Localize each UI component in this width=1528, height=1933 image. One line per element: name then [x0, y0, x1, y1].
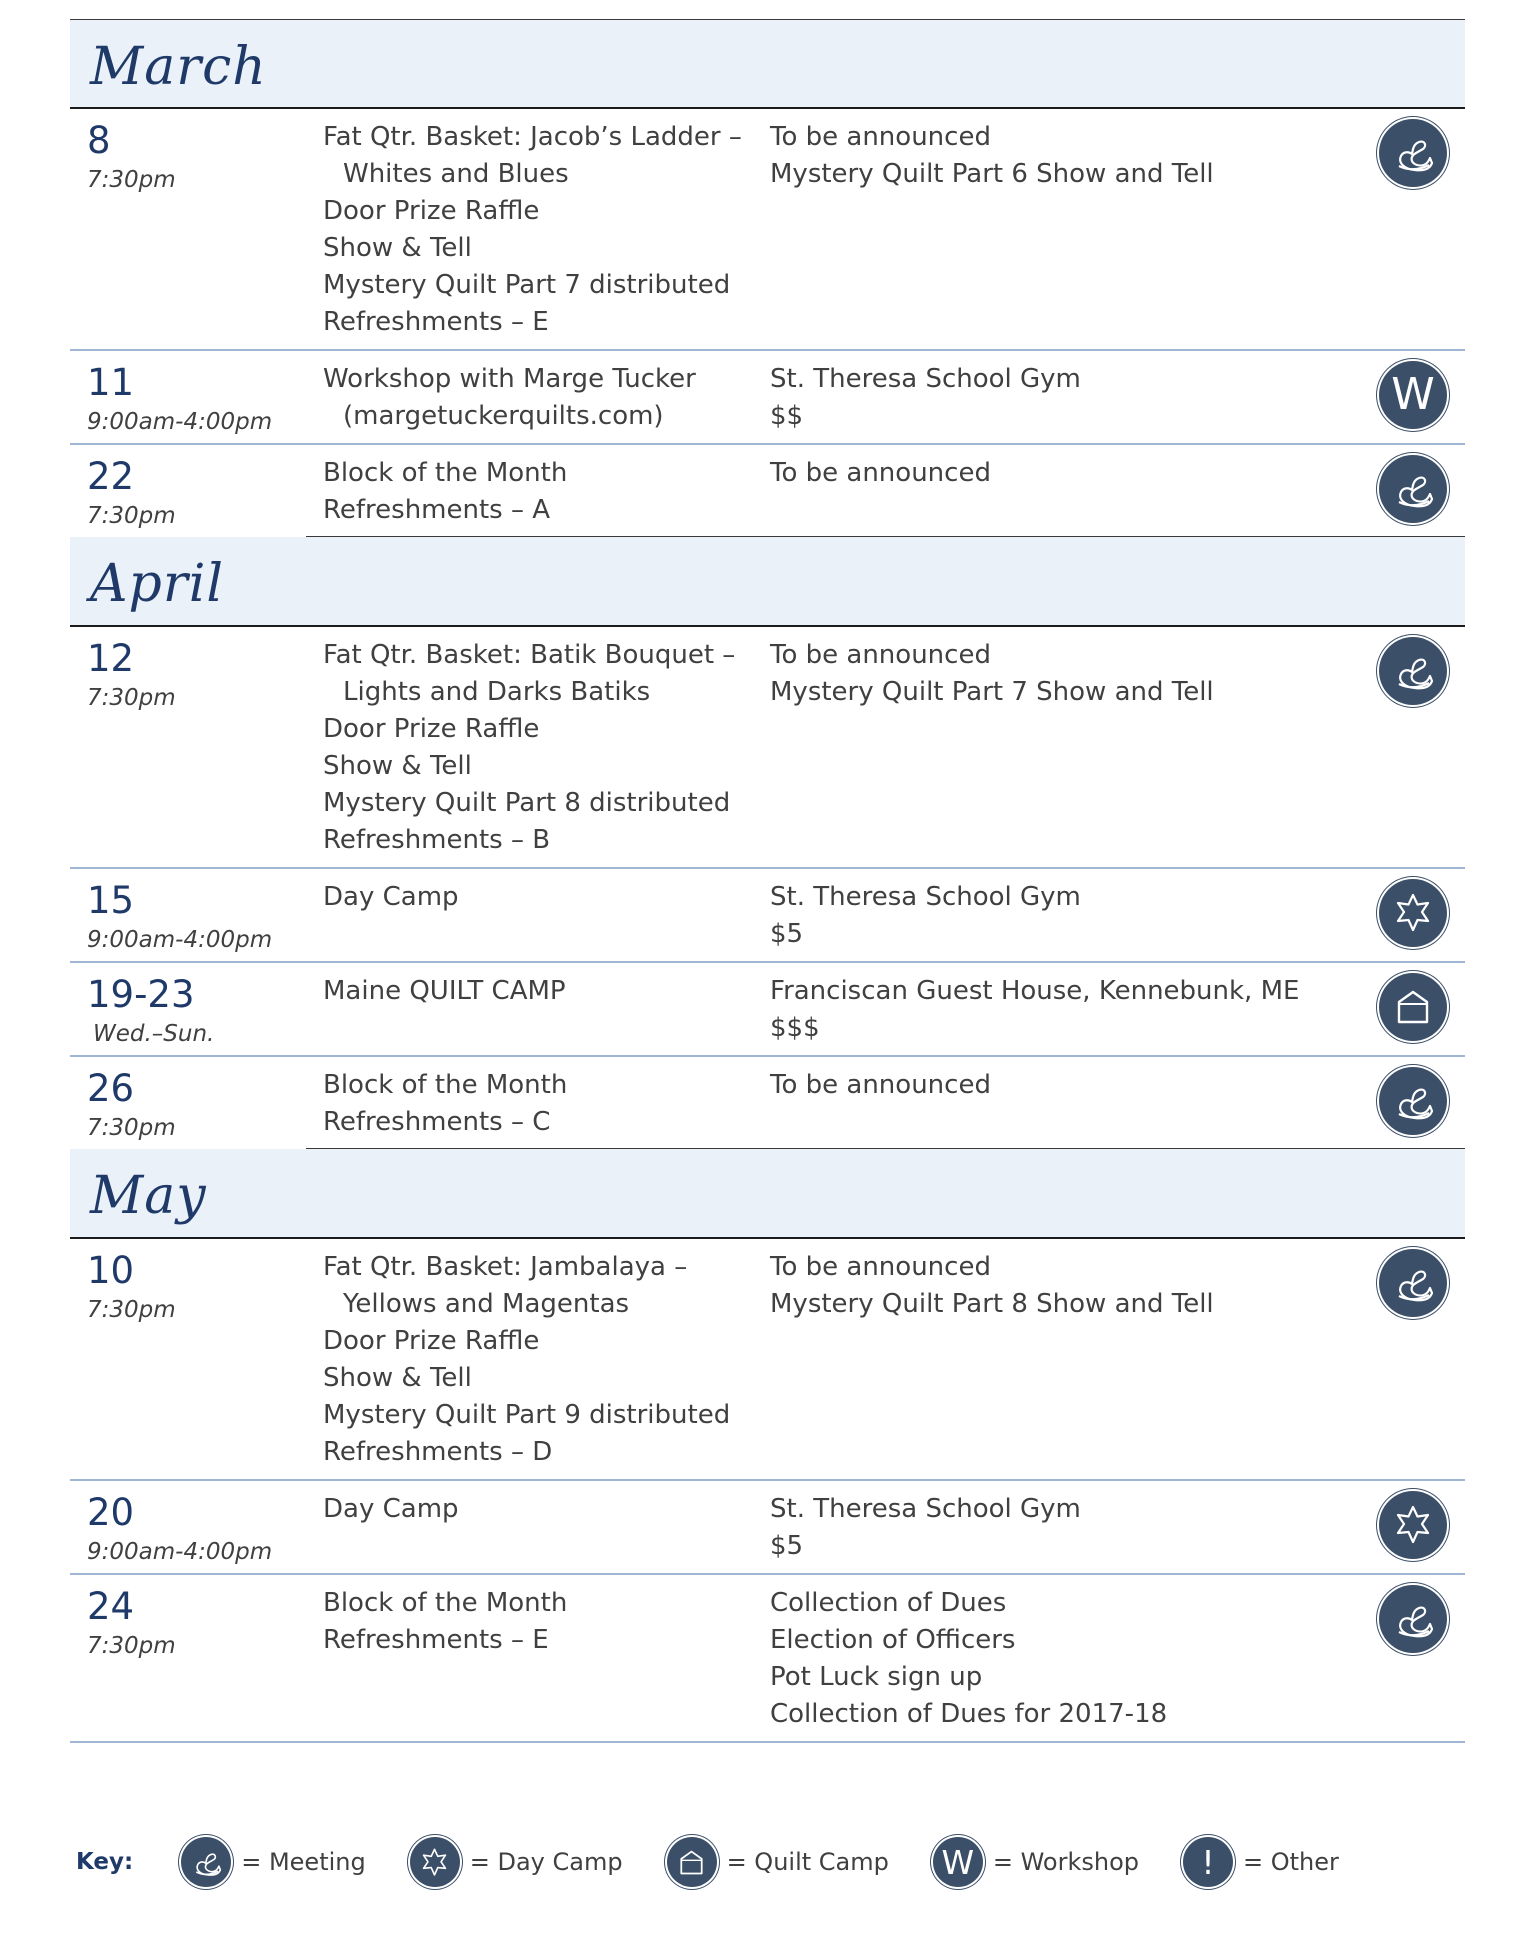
event-date-cell [70, 1057, 306, 1149]
activity-line: Fat Qtr. Basket: Batik Bouquet – [323, 640, 736, 670]
event-activities [306, 627, 753, 867]
event-date-cell [70, 351, 306, 443]
event-time: 9:00am-4:00pm [87, 1539, 273, 1565]
event-time: 7:30pm [87, 503, 176, 529]
location-line: St. Theresa School Gym [770, 882, 1081, 912]
key-item-text: = Meeting [241, 1848, 366, 1876]
location-line: To be announced [770, 122, 991, 152]
event-day: 26 [87, 1067, 135, 1110]
event-row [70, 351, 1465, 445]
location-line: $$$ [770, 1013, 820, 1043]
activity-line: Maine QUILT CAMP [323, 976, 566, 1006]
event-location [753, 963, 1310, 1055]
event-location [753, 1575, 1310, 1741]
event-activities [306, 963, 753, 1055]
event-location [753, 351, 1310, 443]
month-title: May [90, 1166, 207, 1226]
event-time: Wed.–Sun. [93, 1021, 215, 1047]
workshop-glyph: W [941, 1842, 975, 1882]
event-activities [306, 1057, 753, 1149]
activity-line: Fat Qtr. Basket: Jacob’s Ladder – [323, 122, 742, 152]
meeting-icon [1379, 637, 1447, 705]
event-location [753, 445, 1310, 537]
location-line: $$ [770, 401, 804, 431]
location-line: $5 [770, 1531, 804, 1561]
activity-line: Mystery Quilt Part 8 distributed [323, 788, 731, 818]
activity-line: Show & Tell [323, 1363, 472, 1393]
event-type-cell [1310, 445, 1465, 537]
event-row [70, 1239, 1465, 1481]
location-line: St. Theresa School Gym [770, 364, 1081, 394]
event-time: 9:00am-4:00pm [87, 409, 273, 435]
key-item [410, 1837, 623, 1887]
event-row [70, 445, 1465, 537]
activity-line: Door Prize Raffle [323, 714, 540, 744]
other-glyph: ! [1201, 1842, 1215, 1882]
key-item-text: = Quilt Camp [726, 1848, 889, 1876]
activity-line: Refreshments – E [323, 1625, 549, 1655]
event-activities [306, 1575, 753, 1741]
month-title: April [90, 554, 224, 614]
event-day: 8 [87, 119, 111, 162]
workshop-icon [1379, 361, 1447, 429]
event-date-cell [70, 963, 306, 1055]
meeting-icon [181, 1837, 231, 1887]
event-date-cell [70, 109, 306, 349]
activity-line: Block of the Month [323, 458, 568, 488]
location-line: Collection of Dues for 2017-18 [770, 1699, 1168, 1729]
event-day: 12 [87, 637, 135, 680]
location-line: Franciscan Guest House, Kennebunk, ME [770, 976, 1300, 1006]
month-title: March [90, 36, 267, 97]
location-line: St. Theresa School Gym [770, 1494, 1081, 1524]
key-item-text: = Workshop [992, 1848, 1140, 1876]
location-line: Mystery Quilt Part 8 Show and Tell [770, 1289, 1214, 1319]
key-item-text: = Day Camp [469, 1848, 623, 1876]
meeting-icon [1379, 1249, 1447, 1317]
day-camp-icon [1379, 879, 1447, 947]
event-row [70, 1481, 1465, 1575]
key-item [1183, 1837, 1339, 1887]
location-line: To be announced [770, 1252, 991, 1282]
activity-line: Show & Tell [323, 751, 472, 781]
event-type-cell [1310, 627, 1465, 867]
event-time: 7:30pm [87, 167, 176, 193]
event-type-cell [1310, 963, 1465, 1055]
event-activities [306, 109, 753, 349]
activity-line: Lights and Darks Batiks [343, 677, 651, 707]
activity-line: Day Camp [323, 882, 459, 912]
event-date-cell [70, 1239, 306, 1479]
event-row [70, 963, 1465, 1057]
meeting-icon [1379, 1067, 1447, 1135]
event-time: 7:30pm [87, 685, 176, 711]
event-activities [306, 445, 753, 537]
schedule-table [70, 19, 1465, 1743]
event-day: 15 [87, 879, 135, 922]
event-type-cell [1310, 351, 1465, 443]
event-day: 10 [87, 1249, 135, 1292]
event-day: 11 [87, 361, 135, 404]
event-location [753, 1057, 1310, 1149]
event-date-cell [70, 445, 306, 537]
event-day: 22 [87, 455, 135, 498]
location-line: Pot Luck sign up [770, 1662, 983, 1692]
location-line: To be announced [770, 1070, 991, 1100]
activity-line: Mystery Quilt Part 7 distributed [323, 270, 731, 300]
event-date-cell [70, 627, 306, 867]
event-day: 20 [87, 1491, 135, 1534]
meeting-icon [1379, 1585, 1447, 1653]
event-activities [306, 1481, 753, 1573]
key-item [933, 1837, 1139, 1887]
location-line: Election of Officers [770, 1625, 1016, 1655]
event-day: 24 [87, 1585, 135, 1628]
event-time: 9:00am-4:00pm [87, 927, 273, 953]
activity-line: Door Prize Raffle [323, 1326, 540, 1356]
event-row [70, 109, 1465, 351]
event-location [753, 1239, 1310, 1479]
meeting-icon [1379, 119, 1447, 187]
event-type-cell [1310, 1481, 1465, 1573]
activity-line: Refreshments – B [323, 825, 551, 855]
event-day: 19-23 [87, 973, 195, 1016]
activity-line: Show & Tell [323, 233, 472, 263]
month-header [70, 537, 1465, 627]
location-line: Mystery Quilt Part 7 Show and Tell [770, 677, 1214, 707]
activity-line: Fat Qtr. Basket: Jambalaya – [323, 1252, 688, 1282]
day-camp-icon [410, 1837, 460, 1887]
month-header [70, 1149, 1465, 1239]
location-line: Collection of Dues [770, 1588, 1007, 1618]
event-activities [306, 869, 753, 961]
event-date-cell [70, 1481, 306, 1573]
event-type-cell [1310, 869, 1465, 961]
workshop-glyph: W [1391, 369, 1435, 420]
activity-line: Yellows and Magentas [343, 1289, 630, 1319]
event-row [70, 1057, 1465, 1149]
event-type-cell [1310, 1057, 1465, 1149]
event-activities [306, 351, 753, 443]
location-line: Mystery Quilt Part 6 Show and Tell [770, 159, 1214, 189]
activity-line: Refreshments – E [323, 307, 549, 337]
location-line: $5 [770, 919, 804, 949]
event-row [70, 869, 1465, 963]
event-location [753, 627, 1310, 867]
key-item-text: = Other [1243, 1848, 1339, 1876]
event-date-cell [70, 869, 306, 961]
key-label: Key: [76, 1849, 134, 1875]
activity-line: Block of the Month [323, 1070, 568, 1100]
key-item [667, 1837, 889, 1887]
event-location [753, 109, 1310, 349]
activity-line: Block of the Month [323, 1588, 568, 1618]
activity-line: Refreshments – C [323, 1107, 551, 1137]
event-row [70, 1575, 1465, 1743]
event-type-cell [1310, 1239, 1465, 1479]
location-line: To be announced [770, 458, 991, 488]
other-icon [1183, 1837, 1233, 1887]
event-time: 7:30pm [87, 1297, 176, 1323]
location-line: To be announced [770, 640, 991, 670]
activity-line: Refreshments – A [323, 495, 551, 525]
event-location [753, 869, 1310, 961]
event-activities [306, 1239, 753, 1479]
activity-line: Day Camp [323, 1494, 459, 1524]
day-camp-icon [1379, 1491, 1447, 1559]
key-item [181, 1837, 366, 1887]
event-date-cell [70, 1575, 306, 1741]
event-type-cell [1310, 1575, 1465, 1741]
activity-line: Mystery Quilt Part 9 distributed [323, 1400, 731, 1430]
activity-line: (margetuckerquilts.com) [343, 401, 664, 431]
activity-line: Workshop with Marge Tucker [323, 364, 696, 394]
event-type-cell [1310, 109, 1465, 349]
activity-line: Refreshments – D [323, 1437, 553, 1467]
icon-key-legend [76, 1830, 1476, 1894]
workshop-icon [933, 1837, 983, 1887]
quilt-camp-icon [667, 1837, 717, 1887]
month-header [70, 19, 1465, 109]
activity-line: Whites and Blues [343, 159, 569, 189]
event-time: 7:30pm [87, 1115, 176, 1141]
event-time: 7:30pm [87, 1633, 176, 1659]
meeting-icon [1379, 455, 1447, 523]
activity-line: Door Prize Raffle [323, 196, 540, 226]
event-row [70, 627, 1465, 869]
quilt-camp-icon [1379, 973, 1447, 1041]
event-location [753, 1481, 1310, 1573]
